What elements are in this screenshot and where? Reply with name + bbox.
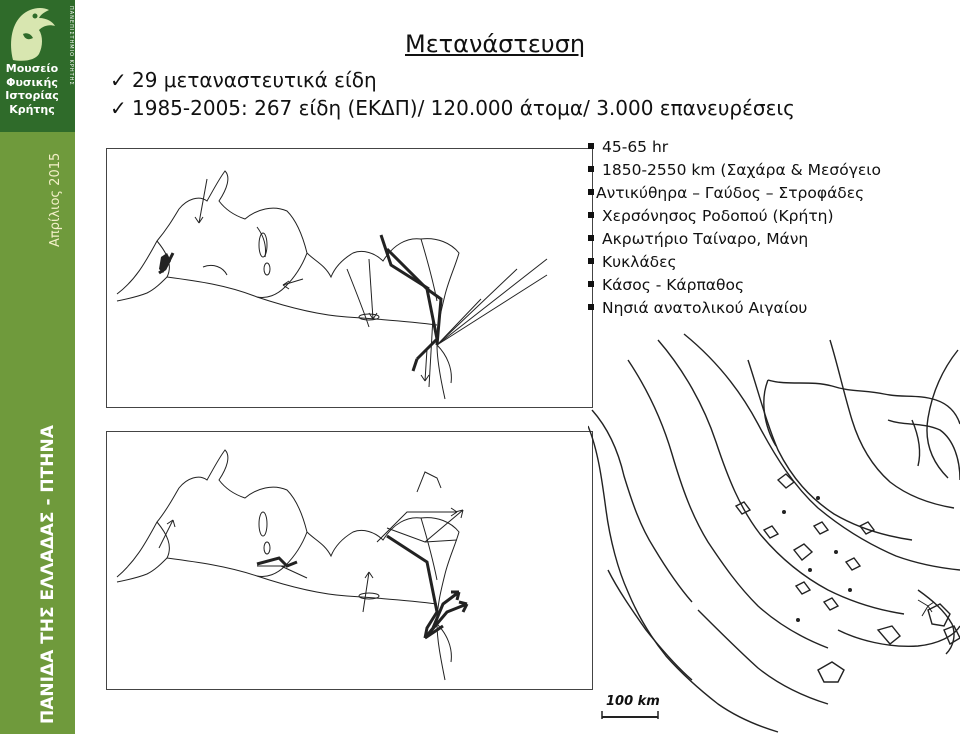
- migration-map-autumn: [106, 148, 593, 408]
- bullet-square-icon: [588, 235, 594, 241]
- bullet-square-icon: [588, 304, 594, 310]
- list-item: Νησιά ανατολικού Αιγαίου: [588, 297, 956, 320]
- bird-logo-icon: [5, 4, 57, 62]
- check-icon: ✓: [110, 68, 127, 92]
- check-line-species: [110, 68, 377, 92]
- bullet-square-icon: [588, 281, 594, 287]
- bullet-square-icon: [588, 258, 594, 264]
- logo-text: Μουσείο Φυσικής Ιστορίας Κρήτης: [5, 62, 59, 116]
- list-item: Κάσος - Κάρπαθος: [588, 274, 956, 297]
- slide-date: Απρίλιος 2015: [48, 152, 63, 247]
- slide-footer: ΠΑΝΙΔΑ ΤΗΣ ΕΛΛΑΔΑΣ - ΠΤΗΝΑ: [38, 425, 58, 724]
- list-item: Κυκλάδες: [588, 251, 956, 274]
- check-icon: ✓: [110, 96, 127, 120]
- bullet-list: [588, 136, 956, 320]
- list-item: 45-65 hr: [588, 136, 956, 159]
- list-item: Ακρωτήριο Ταίναρο, Μάνη: [588, 228, 956, 251]
- museum-logo: [0, 0, 75, 132]
- map-drawing: [107, 149, 592, 407]
- bullet-square-icon: [588, 166, 594, 172]
- migration-map-spring: [106, 431, 593, 690]
- check-line-records: [110, 96, 795, 120]
- bullet-square-icon: [588, 143, 594, 149]
- aegean-migration-map: [588, 330, 960, 734]
- bullet-square-icon: [588, 189, 594, 195]
- bullet-square-icon: [588, 212, 594, 218]
- scale-label: 100 km: [606, 694, 660, 709]
- list-item: Αντικύθηρα – Γαύδος – Στροφάδες: [588, 182, 956, 205]
- page-title: Μετανάστευση: [405, 30, 586, 58]
- list-item: 1850-2550 km (Σαχάρα & Μεσόγειο: [588, 159, 956, 182]
- check-line-text: 1985-2005: 267 είδη (ΕΚΔΠ)/ 120.000 άτομα/ 3.000 επανευρέσεις: [132, 96, 795, 120]
- map-drawing: [107, 432, 592, 689]
- check-line-text: 29 μεταναστευτικά είδη: [132, 68, 377, 92]
- sidebar: [0, 0, 75, 734]
- logo-subtitle: ΠΑΝΕΠΙΣΤΗΜΙΟ ΚΡΗΤΗΣ: [68, 6, 74, 86]
- list-item: Χερσόνησος Ροδοπού (Κρήτη): [588, 205, 956, 228]
